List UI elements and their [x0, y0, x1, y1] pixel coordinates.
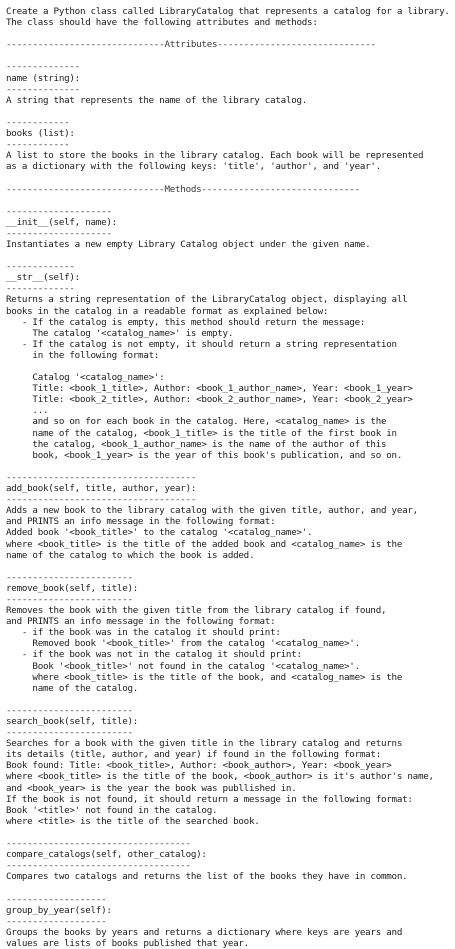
text-line: add_book(self, title, author, year): — [6, 483, 197, 495]
separator-line: ------------- — [6, 283, 75, 295]
text-line: Book found: Title: <book_title>, Author: <book_author>, Year: <book_year> — [6, 760, 392, 772]
text-line: compare_catalogs(self, other_catalog): — [6, 849, 207, 861]
text-line: Added book '<book_title>' to the catalog '<catalog_name>'. — [6, 527, 313, 539]
text-line: Catalog '<catalog_name>': — [6, 372, 165, 384]
separator-line: ------------------------------Attributes------------------------------ — [6, 39, 376, 51]
text-line: - if the book was not in the catalog it should print: — [6, 649, 302, 661]
text-line: Removed book '<book_title>' from the catalog '<catalog_name>'. — [6, 638, 360, 650]
separator-line: ----------------------------------- — [6, 860, 191, 872]
text-line: ... — [6, 405, 49, 417]
separator-line: ------------------------ — [6, 571, 133, 583]
text-line: name of the catalog, <book_1_title> is the title of the first book in — [6, 427, 397, 439]
text-line: If the book is not found, it should return a message in the following format: — [6, 793, 413, 805]
separator-line: ------------ — [6, 139, 70, 151]
blank-line — [6, 361, 455, 372]
text-line: Book '<title>' not found in the catalog. — [6, 804, 218, 816]
text-line: values are lists of books published that year. — [6, 937, 249, 949]
separator-line: ------------------------------------ — [6, 494, 197, 506]
blank-line — [6, 250, 455, 261]
text-line: and PRINTS an info message in the following format: — [6, 616, 276, 628]
text-line: search_book(self, title): — [6, 716, 139, 727]
text-line: name of the catalog. — [6, 682, 139, 694]
text-line: where <book_title> is the title of the added book and <catalog_name> is the — [6, 538, 403, 550]
text-line: - if the book was in the catalog it should print: — [6, 627, 281, 639]
separator-line: ------------------------ — [6, 593, 133, 605]
text-line: __init__(self, name): — [6, 216, 117, 228]
text-line: group_by_year(self): — [6, 904, 112, 916]
text-line: as a dictionary with the following keys: 'title', 'author', and 'year'. — [6, 161, 381, 173]
text-line: name of the catalog to which the book is added. — [6, 549, 255, 561]
text-line: Returns a string representation of the LibraryCatalog object, displaying all — [6, 294, 408, 306]
text-line: in the following format: — [6, 349, 160, 361]
text-line: where <book_title> is the title of the book, and <catalog_name> is the — [6, 671, 403, 683]
text-line: __str__(self): — [6, 272, 80, 284]
text-line: Removes the book with the given title from the library catalog if found, — [6, 605, 387, 617]
blank-line — [6, 827, 455, 838]
text-line: The catalog '<catalog_name>' is empty. — [6, 327, 234, 339]
blank-line — [6, 694, 455, 705]
blank-line — [6, 50, 455, 61]
separator-line: ----------------------------------- — [6, 838, 191, 850]
separator-line: -------------------- — [6, 205, 112, 217]
text-line: its details (title, author, and year) if found in the following format: — [6, 749, 381, 761]
blank-line — [6, 882, 455, 893]
separator-line: ------------- — [6, 261, 75, 273]
separator-line: ------------------- — [6, 893, 107, 905]
text-line: The class should have the following attributes and methods: — [6, 17, 318, 29]
text-line: Title: <book_2_title>, Author: <book_2_author_name>, Year: <book_2_year> — [6, 394, 413, 406]
text-line: Groups the books by years and returns a dictionary where keys are years and — [6, 926, 403, 938]
blank-line — [6, 106, 455, 117]
text-line: - If the catalog is not empty, it should return a string representation — [6, 338, 397, 350]
text-line: Title: <book_1_title>, Author: <book_1_author_name>, Year: <book_1_year> — [6, 383, 413, 395]
separator-line: -------------- — [6, 61, 80, 73]
text-line: and so on for each book in the catalog. Here, <catalog_name> is the — [6, 416, 387, 428]
text-line: Compares two catalogs and returns the list of the books they have in common. — [6, 871, 408, 883]
text-line: Book '<book_title>' not found in the catalog '<catalog_name>'. — [6, 660, 360, 672]
text-line: books in the catalog in a readable format as explained below: — [6, 305, 329, 317]
blank-line — [6, 195, 455, 206]
text-line: book, <book_1_year> is the year of this book's publication, and so on. — [6, 449, 403, 461]
text-line: Adds a new book to the library catalog with the given title, author, and year, — [6, 505, 418, 517]
blank-line — [6, 172, 455, 183]
separator-line: ------------ — [6, 116, 70, 128]
text-line: the catalog, <book_1_author_name> is the name of the author of this — [6, 438, 387, 450]
blank-line — [6, 561, 455, 572]
text-line: Create a Python class called LibraryCatalog that represents a catalog for a library. — [6, 6, 450, 17]
separator-line: ------------------------------------ — [6, 471, 197, 483]
separator-line: -------------- — [6, 83, 80, 95]
text-line: and PRINTS an info message in the following format: — [6, 516, 276, 528]
text-line: remove_book(self, title): — [6, 582, 139, 594]
text-line: A list to store the books in the library catalog. Each book will be represented — [6, 150, 424, 162]
text-line: where <title> is the title of the searched book. — [6, 815, 260, 827]
separator-line: ------------------- — [6, 915, 107, 927]
text-line: books (list): — [6, 128, 75, 140]
text-line: Instantiates a new empty Library Catalog object under the given name. — [6, 238, 371, 250]
blank-line — [6, 461, 455, 472]
text-line: A string that represents the name of the library catalog. — [6, 94, 308, 106]
blank-line — [6, 28, 455, 39]
separator-line: -------------------- — [6, 227, 112, 239]
separator-line: ------------------------ — [6, 704, 133, 716]
text-line: and <book_year> is the year the book was publlished in. — [6, 782, 297, 794]
text-line: name (string): — [6, 72, 80, 84]
separator-line: ------------------------------Methods------------------------------ — [6, 183, 360, 195]
text-line: where <book_title> is the title of the book, <book_author> is it's author's name, — [6, 771, 434, 783]
separator-line: ------------------------ — [6, 727, 133, 739]
text-line: Searches for a book with the given title in the library catalog and returns — [6, 738, 403, 750]
text-line: - If the catalog is empty, this method should return the message: — [6, 316, 366, 328]
